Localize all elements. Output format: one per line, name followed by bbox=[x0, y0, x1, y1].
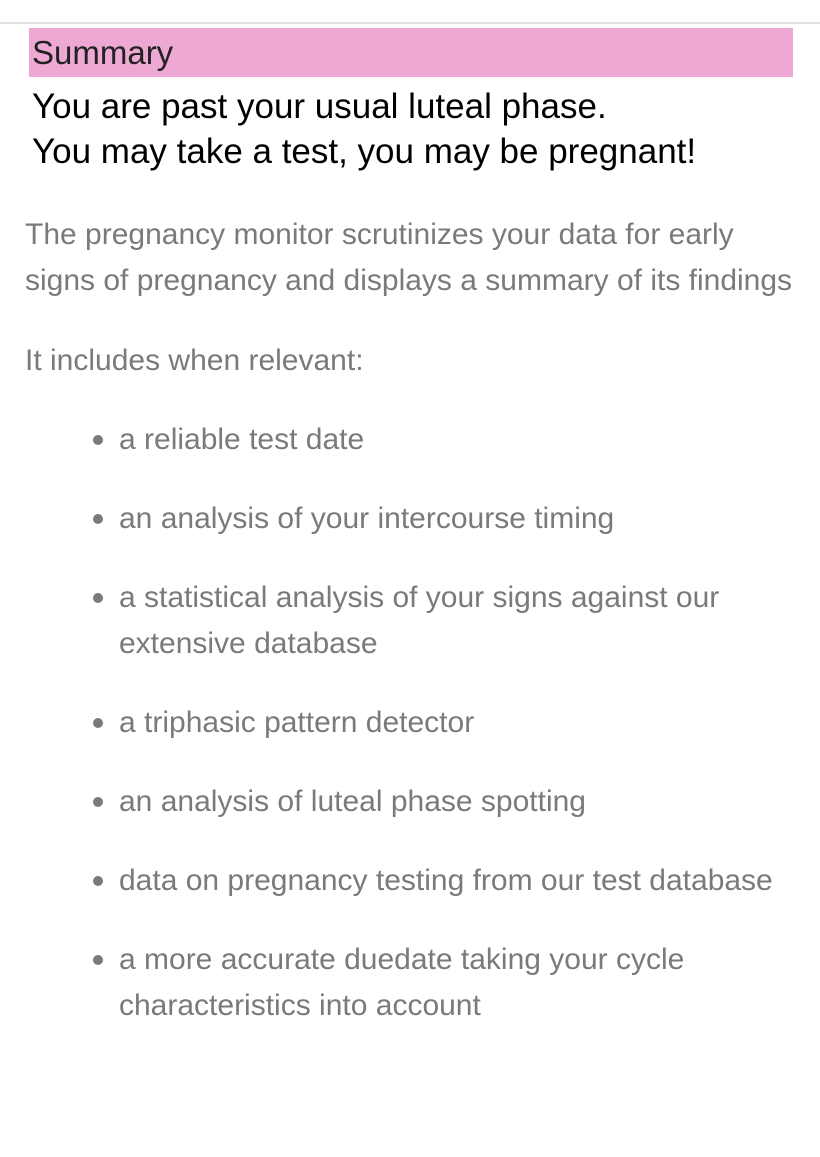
list-item bbox=[25, 779, 805, 825]
list-item bbox=[25, 700, 805, 746]
status-line-1: You are past your usual luteal phase. bbox=[32, 87, 607, 126]
bullet-icon bbox=[93, 718, 103, 728]
top-divider bbox=[0, 22, 820, 24]
list-item bbox=[25, 858, 805, 904]
includes-label: It includes when relevant: bbox=[25, 344, 364, 377]
bullet-icon bbox=[93, 955, 103, 965]
intro-paragraph: The pregnancy monitor scrutinizes your data for early signs of pregnancy and displays a summary of its findings bbox=[25, 218, 793, 297]
list-item bbox=[25, 417, 805, 463]
feature-text: a more accurate duedate taking your cycle characteristics into account bbox=[119, 943, 685, 1022]
pregnancy-status-message bbox=[32, 84, 812, 174]
list-item bbox=[25, 575, 805, 667]
list-item bbox=[25, 937, 805, 1029]
feature-text: data on pregnancy testing from our test database bbox=[119, 864, 773, 897]
bullet-icon bbox=[93, 435, 103, 445]
bullet-icon bbox=[93, 876, 103, 886]
bullet-icon bbox=[93, 797, 103, 807]
monitor-description bbox=[25, 212, 805, 1062]
feature-list bbox=[25, 417, 805, 1029]
feature-text: a triphasic pattern detector bbox=[119, 706, 475, 739]
feature-text: an analysis of your intercourse timing bbox=[119, 502, 615, 535]
summary-heading: Summary bbox=[29, 28, 793, 77]
feature-text: an analysis of luteal phase spotting bbox=[119, 785, 586, 818]
feature-text: a reliable test date bbox=[119, 423, 365, 456]
feature-text: a statistical analysis of your signs against our extensive database bbox=[119, 581, 720, 660]
bullet-icon bbox=[93, 514, 103, 524]
status-line-2: You may take a test, you may be pregnant! bbox=[32, 132, 697, 171]
bullet-icon bbox=[93, 593, 103, 603]
list-item bbox=[25, 496, 805, 542]
